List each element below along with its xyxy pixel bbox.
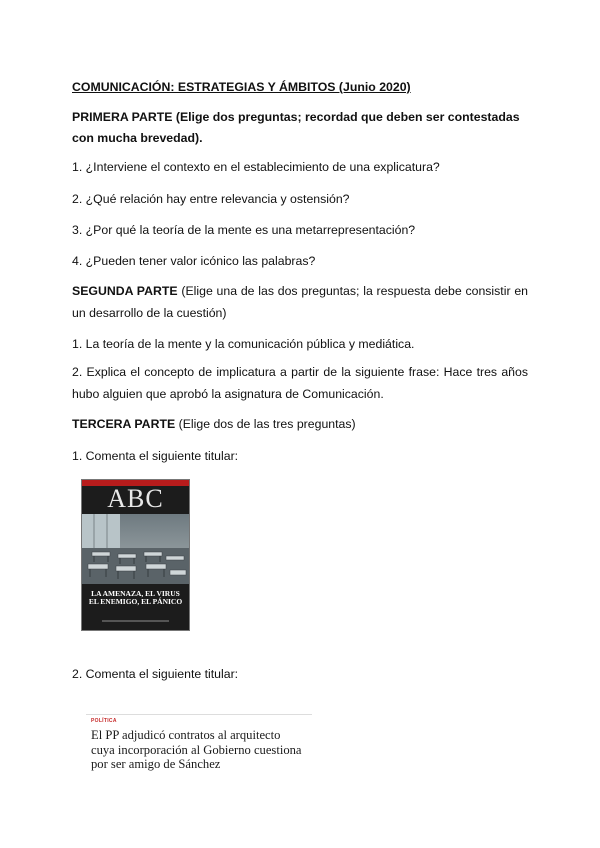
- part1-heading-line1: PRIMERA PARTE (Elige dos preguntas; recordad que deben ser contestadas: [72, 110, 520, 124]
- part3-instruction: (Elige dos de las tres preguntas): [178, 417, 356, 431]
- clipping-section: POLÍTICA: [91, 718, 117, 724]
- part2-label: SEGUNDA PARTE: [72, 284, 178, 298]
- part3-question-1: 1. Comenta el siguiente titular:: [72, 449, 239, 463]
- part1-question: 1. ¿Interviene el contexto en el establecimiento de una explicatura?: [72, 160, 440, 174]
- part2-instruction: (Elige una de las dos preguntas; la respuesta debe consistir en un desarrollo de la cuestión): [72, 284, 528, 320]
- cover-headline-line: LA AMENAZA, EL VIRUS: [91, 589, 180, 598]
- cover-logo: ABC: [107, 484, 164, 513]
- clipping-headline-line: cuya incorporación al Gobierno cuestiona: [91, 742, 302, 757]
- part1-question: 3. ¿Por qué la teoría de la mente es una metarrepresentación?: [72, 223, 416, 237]
- part2-heading: [72, 280, 528, 324]
- cover-footer-rule: [102, 620, 169, 622]
- clipping-headline: [91, 728, 313, 772]
- part3-question-2: 2. Comenta el siguiente titular:: [72, 667, 239, 681]
- part2-question: 2. Explica el concepto de implicatura a partir de la siguiente frase: Hace tres años hubo alguien que aprobó la asignatura de Comunicación.: [72, 365, 528, 401]
- abc-cover-image: [82, 480, 189, 630]
- classroom-photo: [82, 514, 189, 584]
- clipping-headline-line: por ser amigo de Sánchez: [91, 757, 221, 771]
- news-clipping-image: [86, 714, 312, 781]
- part3-label: TERCERA PARTE: [72, 417, 176, 431]
- cover-headline-line: EL ENEMIGO, EL PÁNICO: [88, 597, 183, 606]
- cover-headline: [84, 590, 187, 606]
- document-title: COMUNICACIÓN: ESTRATEGIAS Y ÁMBITOS (Junio 2020): [72, 80, 411, 94]
- part1-question: 4. ¿Pueden tener valor icónico las palabras?: [72, 254, 316, 268]
- part1-question: 2. ¿Qué relación hay entre relevancia y ostensión?: [72, 192, 350, 206]
- part2-question: 1. La teoría de la mente y la comunicación pública y mediática.: [72, 337, 415, 351]
- part1-heading-line2: con mucha brevedad).: [72, 131, 203, 145]
- clipping-headline-line: El PP adjudicó contratos al arquitecto: [91, 728, 281, 742]
- part3-heading: [72, 417, 356, 432]
